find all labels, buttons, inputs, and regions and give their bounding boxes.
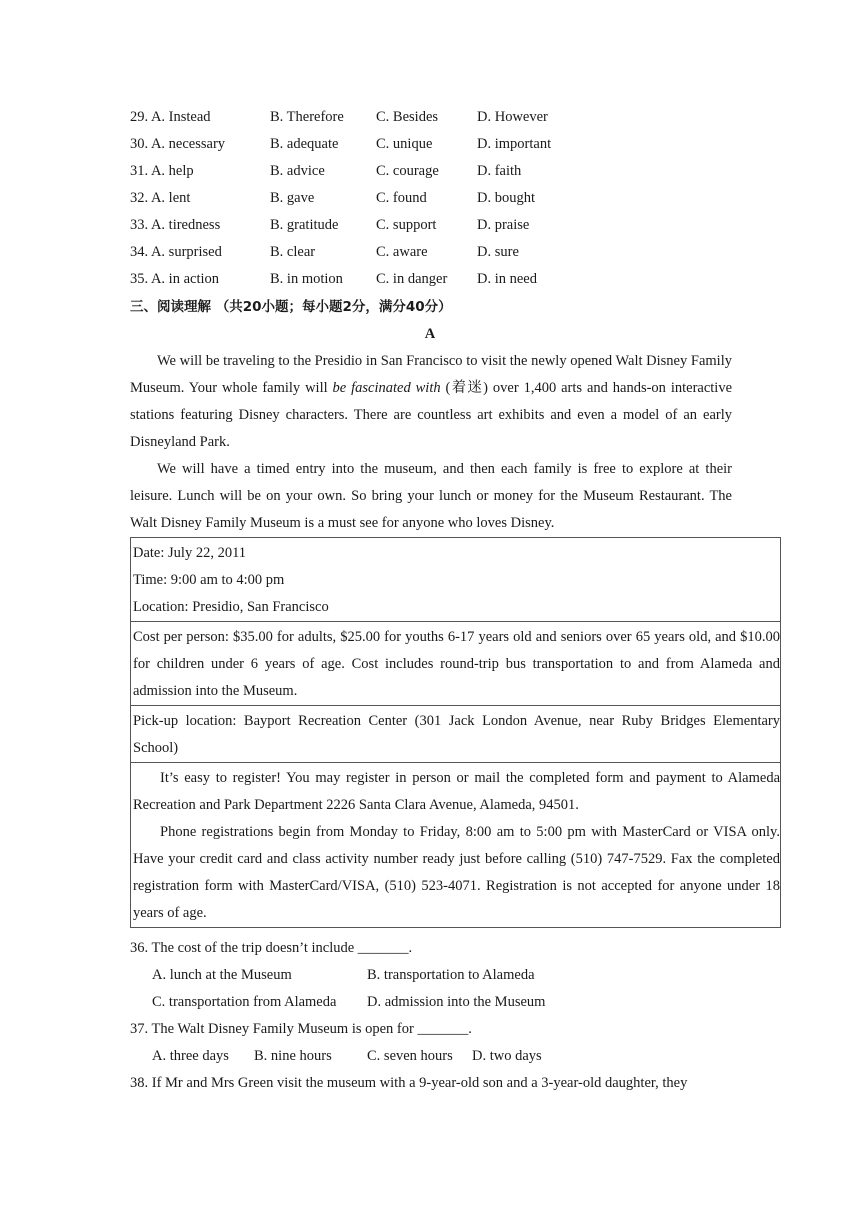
registration-cell xyxy=(131,763,781,928)
table-row xyxy=(131,538,781,622)
option-b: B. advice xyxy=(270,163,325,179)
question-37-stem: 37. The Walt Disney Family Museum is open for _______. xyxy=(130,1021,472,1037)
option-a: 33. A. tiredness xyxy=(130,217,221,233)
option-a: 31. A. help xyxy=(130,163,194,179)
question-36-option-c: C. transportation from Alameda xyxy=(152,994,337,1010)
option-d: D. faith xyxy=(477,163,522,179)
register-text: It’s easy to register! You may register in person or mail the completed form and payment to Alameda Recreation and Park Department 2226 Santa Clara Avenue, Alameda, 94501. xyxy=(133,770,780,813)
option-d: D. praise xyxy=(477,217,530,233)
pickup-text: Pick-up location: Bayport Recreation Center (301 Jack London Avenue, near Ruby Bridges Elementary School) xyxy=(133,713,780,756)
table-row xyxy=(131,763,781,928)
date-text: Date: July 22, 2011 xyxy=(133,545,247,561)
phone-text: Phone registrations begin from Monday to Friday, 8:00 am to 5:00 pm with MasterCard or VISA only. Have your credit card and class activity number ready just before calling (510) 747-7529. Fax the completed registration form with MasterCard/VISA, (510) 523-4071. Registration is not accepted for anyone under 18 years of age. xyxy=(133,824,780,921)
option-d: D. sure xyxy=(477,244,519,260)
option-a: 32. A. lent xyxy=(130,190,191,206)
option-c: C. support xyxy=(376,217,437,233)
option-b: B. gratitude xyxy=(270,217,339,233)
question-36-option-d: D. admission into the Museum xyxy=(367,994,546,1010)
passage-paragraph-2: We will have a timed entry into the museum, and then each family is free to explore at their leisure. Lunch will be on your own. So bring your lunch or money for the Museum Restaurant. The Walt Disney Family Museum is a must see for anyone who loves Disney. xyxy=(130,461,732,531)
option-c: C. in danger xyxy=(376,271,448,287)
location-text: Location: Presidio, San Francisco xyxy=(133,599,329,615)
option-b: B. gave xyxy=(270,190,315,206)
option-b: B. in motion xyxy=(270,271,343,287)
option-a: 29. A. Instead xyxy=(130,109,211,125)
option-c: C. found xyxy=(376,190,427,206)
table-row xyxy=(131,622,781,706)
cost-text: Cost per person: $35.00 for adults, $25.00 for youths 6-17 years old and seniors over 65 years old, and $10.00 for children under 6 years of age. Cost includes round-trip bus transportation to and from Alameda and admission into the Museum. xyxy=(133,629,780,699)
option-b: B. clear xyxy=(270,244,316,260)
question-37-option-d: D. two days xyxy=(472,1048,542,1064)
section-heading: 三、阅读理解 （共20小题；每小题2分，满分40分） xyxy=(130,299,452,315)
question-37-option-c: C. seven hours xyxy=(367,1048,453,1064)
trip-info-table xyxy=(130,537,781,928)
question-38-stem: 38. If Mr and Mrs Green visit the museum with a 9-year-old son and a 3-year-old daughter, they xyxy=(130,1075,688,1091)
option-c: C. unique xyxy=(376,136,433,152)
question-36-option-a: A. lunch at the Museum xyxy=(152,967,292,983)
option-d: D. important xyxy=(477,136,552,152)
paragraph-text: We will be traveling to the Presidio in San Francisco to visit the newly opened Walt Disney Family Museum. Your whole family will xyxy=(130,353,732,396)
question-36-option-b: B. transportation to Alameda xyxy=(367,967,535,983)
option-b: B. Therefore xyxy=(270,109,344,125)
table-row xyxy=(131,706,781,763)
time-text: Time: 9:00 am to 4:00 pm xyxy=(133,572,285,588)
option-a: 34. A. surprised xyxy=(130,244,222,260)
pickup-cell xyxy=(131,706,781,763)
question-36-stem: 36. The cost of the trip doesn’t include _______. xyxy=(130,940,413,956)
option-d: D. However xyxy=(477,109,548,125)
schedule-cell xyxy=(131,538,781,622)
option-c: C. courage xyxy=(376,163,439,179)
option-c: C. Besides xyxy=(376,109,439,125)
option-d: D. bought xyxy=(477,190,535,206)
option-d: D. in need xyxy=(477,271,537,287)
option-a: 35. A. in action xyxy=(130,271,220,287)
cost-cell xyxy=(131,622,781,706)
option-b: B. adequate xyxy=(270,136,339,152)
question-37-option-b: B. nine hours xyxy=(254,1048,332,1064)
option-a: 30. A. necessary xyxy=(130,136,226,152)
option-c: C. aware xyxy=(376,244,428,260)
passage-paragraph-1 xyxy=(130,348,732,456)
paragraph-text: (着迷) over 1,400 arts and hands-on interactive stations featuring Disney characters. There are countless art exhibits and even a model of an early Disneyland Park. xyxy=(130,380,733,450)
italic-phrase: be fascinated with xyxy=(332,380,441,396)
passage-title: A xyxy=(424,326,436,342)
question-37-option-a: A. three days xyxy=(152,1048,229,1064)
